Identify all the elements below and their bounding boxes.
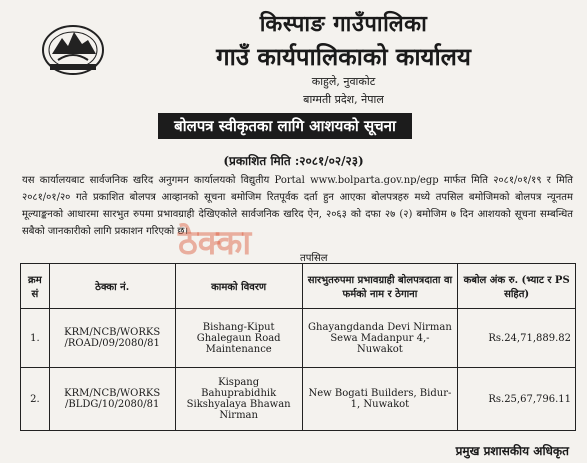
notice-title: बोलपत्र स्वीकृतका लागि आशयको सूचना — [158, 113, 412, 139]
cell-bidder: New Bogati Builders, Bidur-1, Nuwakot — [302, 368, 458, 431]
nepal-emblem-icon — [38, 20, 108, 76]
header-amount: कबोल अंक रु. (भ्याट र PS सहित) — [458, 264, 576, 309]
header-sn: क्रम सं — [21, 264, 50, 309]
cell-work: Bishang-Kiput Ghalegaun Road Maintenance — [175, 309, 302, 368]
office-name: गाउँ कार्यपालिकाको कार्यालय — [216, 42, 471, 71]
table-header-row — [21, 264, 576, 309]
signatory-title: प्रमुख प्रशासकीय अधिकृत — [455, 444, 569, 458]
header-work: कामको विवरण — [175, 264, 302, 309]
cell-contract-no: KRM/NCB/WORKS /BLDG/10/2080/81 — [49, 368, 175, 431]
cell-amount: Rs.24,71,889.82 — [458, 309, 576, 368]
watermark-logo: ठेक्का — [178, 223, 252, 263]
award-table — [20, 263, 576, 431]
cell-sn: 1. — [21, 309, 50, 368]
table-row — [21, 309, 576, 368]
municipality-name: किस्पाङ गाउँपालिका — [259, 11, 428, 37]
notice-body: यस कार्यालयबाट सार्वजनिक खरिद अनुगमन कार्यालयको विद्युतीय Portal www.bolparta.gov.np/egp मार्फत मिति २०८१/०१/१९ र मिति २०८१/०१/२० गते प्रकाशित बोलपत्र आव्हानको सूचना बमोजिम रितपूर्वक दर्ता हुन आएका बोलपत्रहरु मध्ये तपसिल बमोजिमको बोलपत्र न्यूनतम मूल्याङ्कनको आधारमा सारभुत रुपमा प्रभावग्राही देखिएकोले सार्वजनिक खरिद ऐन, २०६३ को दफा २७ (२) बमोजिम ७ दिन आशयको सूचना सम्बन्धित सबैको जानकारीको लागि प्रकाशन गरिएको छ। — [22, 175, 573, 237]
tapsil-label: तपसिल — [300, 253, 328, 264]
office-location: काहुले, नुवाकोट — [311, 75, 376, 88]
cell-contract-no: KRM/NCB/WORKS /ROAD/09/2080/81 — [49, 309, 175, 368]
header-contract-no: ठेक्का नं. — [49, 264, 175, 309]
cell-sn: 2. — [21, 368, 50, 431]
publish-date: (प्रकाशित मिति :२०८१/०२/२३) — [223, 154, 364, 168]
cell-amount: Rs.25,67,796.11 — [458, 368, 576, 431]
cell-bidder: Ghayangdanda Devi Nirman Sewa Madanpur 4,- Nuwakot — [302, 309, 458, 368]
office-province: बाग्मती प्रदेश, नेपाल — [303, 93, 384, 106]
table-row — [21, 368, 576, 431]
header-bidder: सारभुतरुपमा प्रभावग्राही बोलपत्रदाता वा फर्मको नाम र ठेगाना — [302, 264, 458, 309]
cell-work: Kispang Bahuprabidhik Sikshyalaya Bhawan Nirman — [175, 368, 302, 431]
